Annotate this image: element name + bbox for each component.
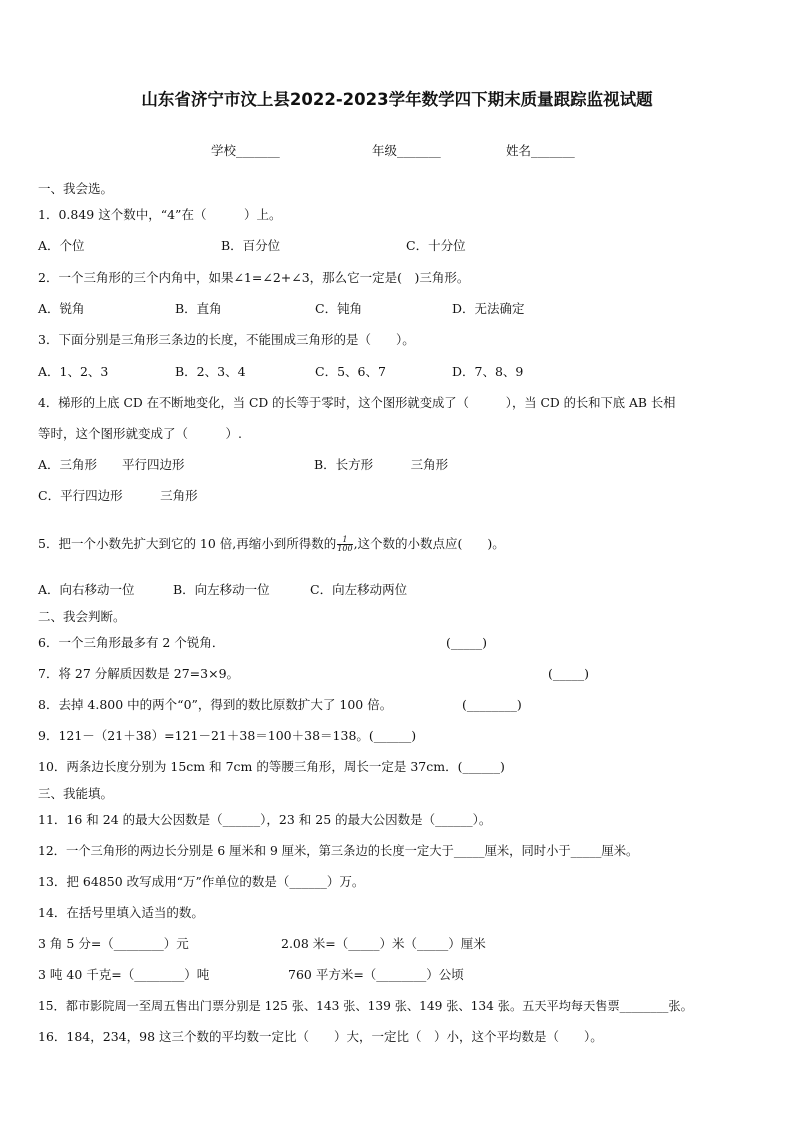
fraction-denominator: 100 <box>337 544 353 553</box>
section-heading-judge: 二、我会判断。 <box>38 609 126 624</box>
question-8 <box>38 697 522 713</box>
option-d: D．7、8、9 <box>452 364 524 379</box>
question-4-option-c: C．平行四边形 三角形 <box>38 488 198 503</box>
question-6 <box>38 635 488 651</box>
section-heading-fill: 三、我能填。 <box>38 786 114 801</box>
question-4-line-1: 4．梯形的上底 CD 在不断地变化，当 CD 的长等于零时，这个图形就变成了（ ），当 CD 的长和下底 AB 长相 <box>38 396 676 410</box>
name-field: 姓名_______ <box>506 143 575 158</box>
question-8-text: 8．去掉 4.800 中的两个“0”，得到的数比原数扩大了 100 倍。 <box>38 697 393 712</box>
question-7 <box>38 666 590 682</box>
grade-field: 年级_______ <box>372 143 441 158</box>
option-a: A．向右移动一位 <box>38 582 135 597</box>
option-a: A．锐角 <box>38 301 85 316</box>
option-c: C．十分位 <box>406 238 466 253</box>
option-c: C．向左移动两位 <box>310 582 408 597</box>
question-2: 2．一个三角形的三个内角中，如果∠1=∠2+∠3，那么它一定是( )三角形。 <box>38 270 470 285</box>
question-5-text-after: ,这个数的小数点应( )。 <box>353 536 505 551</box>
question-12: 12．一个三角形的两边长分别是 6 厘米和 9 厘米，第三条边的长度一定大于_____厘米，同时小于_____厘米。 <box>38 844 639 858</box>
option-a: A．1、2、3 <box>38 364 109 379</box>
option-c: C．钝角 <box>315 301 363 316</box>
option-b: B．2、3、4 <box>175 364 246 379</box>
question-3: 3．下面分别是三角形三条边的长度，不能围成三角形的是（ ）。 <box>38 332 415 347</box>
question-9: 9．121－（21＋38）=121－21＋38＝100＋38＝138。(______) <box>38 728 417 743</box>
fraction-numerator: 1 <box>337 536 352 545</box>
section-heading-choose: 一、我会选。 <box>38 181 114 196</box>
question-15: 15．都市影院周一至周五售出门票分别是 125 张、143 张、139 张、149 张、134 张。五天平均每天售票________张。 <box>38 999 693 1013</box>
conversion-item: 3 角 5 分=（________）元 <box>38 936 189 951</box>
question-4-line-2: 等时，这个图形就变成了（ ）. <box>38 426 242 441</box>
question-10: 10．两条边长度分别为 15cm 和 7cm 的等腰三角形，周长一定是 37cm．(______) <box>38 759 505 774</box>
fraction <box>337 536 352 553</box>
question-14: 14．在括号里填入适当的数。 <box>38 905 204 920</box>
question-5 <box>38 536 505 553</box>
page-title: 山东省济宁市汶上县2022-2023学年数学四下期末质量跟踪监视试题 <box>141 90 653 109</box>
question-16: 16．184，234，98 这三个数的平均数一定比（ ）大，一定比（ ）小，这个平均数是（ ）。 <box>38 1029 603 1044</box>
answer-blank: (________) <box>462 697 522 712</box>
answer-blank: (_____) <box>548 666 590 681</box>
question-13: 13．把 64850 改写成用“万”作单位的数是（______）万。 <box>38 874 365 889</box>
question-5-text-before: 5．把一个小数先扩大到它的 10 倍,再缩小到所得数的 <box>38 536 337 551</box>
conversion-item: 760 平方米=（________）公顷 <box>288 967 464 982</box>
question-6-text: 6．一个三角形最多有 2 个锐角． <box>38 635 225 650</box>
question-1: 1．0.849 这个数中，“4”在（ ）上。 <box>38 207 282 222</box>
option-b: B．直角 <box>175 301 222 316</box>
option-b: B．向左移动一位 <box>173 582 270 597</box>
school-field: 学校_______ <box>211 143 280 158</box>
option-c: C．5、6、7 <box>315 364 386 379</box>
conversion-item: 3 吨 40 千克=（________）吨 <box>38 967 210 982</box>
option-a: A．三角形 平行四边形 <box>38 457 185 472</box>
option-b: B．长方形 三角形 <box>314 457 449 472</box>
option-a: A．个位 <box>38 238 85 253</box>
conversion-item: 2.08 米=（_____）米（_____）厘米 <box>281 936 486 951</box>
question-11: 11．16 和 24 的最大公因数是（______），23 和 25 的最大公因数是（______）。 <box>38 812 492 827</box>
question-7-text: 7．将 27 分解质因数是 27=3×9。 <box>38 666 240 681</box>
option-d: D．无法确定 <box>452 301 525 316</box>
answer-blank: (_____) <box>446 635 488 650</box>
option-b: B．百分位 <box>221 238 281 253</box>
